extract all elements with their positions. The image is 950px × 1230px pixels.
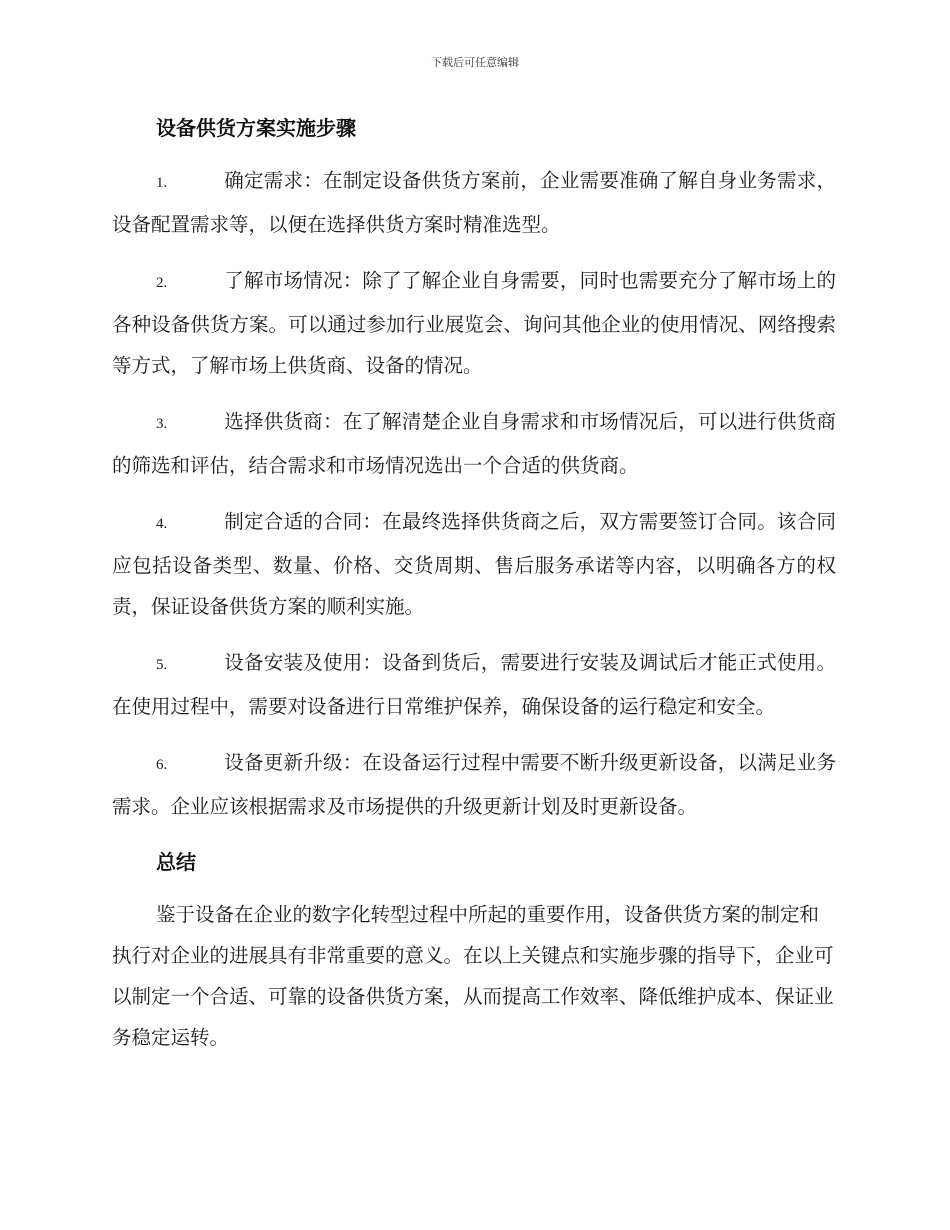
step-item: [112, 642, 836, 727]
step-item: [112, 401, 836, 486]
step-item: [112, 260, 836, 386]
document-body: [112, 108, 836, 1058]
section-title: 设备供货方案实施步骤: [156, 116, 356, 140]
step-number: 2.: [156, 275, 168, 291]
step-text: 设备更新升级：在设备运行过程中需要不断升级更新设备，以满足业务需求。企业应该根据需求及市场提供的升级更新计划及时更新设备。: [112, 751, 836, 818]
step-text: 选择供货商：在了解清楚企业自身需求和市场情况后，可以进行供货商的筛选和评估，结合需求和市场情况选出一个合适的供货商。: [112, 410, 836, 477]
step-number: 1.: [156, 175, 168, 191]
step-number: 5.: [156, 657, 168, 673]
summary-title: 总结: [156, 850, 196, 874]
step-text: 了解市场情况：除了了解企业自身需要，同时也需要充分了解市场上的各种设备供货方案。可以通过参加行业展览会、询问其他企业的使用情况、网络搜索等方式，了解市场上供货商、设备的情况。: [112, 269, 836, 377]
step-text: 确定需求：在制定设备供货方案前，企业需要准确了解自身业务需求，设备配置需求等，以便在选择供货方案时精准选型。: [112, 169, 836, 236]
step-text: 制定合适的合同：在最终选择供货商之后，双方需要签订合同。该合同应包括设备类型、数量、价格、交货周期、售后服务承诺等内容，以明确各方的权责，保证设备供货方案的顺利实施。: [112, 510, 836, 618]
step-item: [112, 160, 836, 245]
step-text: 设备安装及使用：设备到货后，需要进行安装及调试后才能正式使用。在使用过程中，需要对设备进行日常维护保养，确保设备的运行稳定和安全。: [112, 651, 836, 718]
step-number: 3.: [156, 416, 168, 432]
header-note: 下载后可任意编辑: [431, 56, 519, 69]
summary-text: 鉴于设备在企业的数字化转型过程中所起的重要作用，设备供货方案的制定和执行对企业的进展具有非常重要的意义。在以上关键点和实施步骤的指导下，企业可以制定一个合适、可靠的设备供货方案，从而提高工作效率、降低维护成本、保证业务稳定运转。: [112, 903, 834, 1049]
step-item: [112, 742, 836, 827]
step-number: 6.: [156, 757, 168, 773]
step-number: 4.: [156, 516, 168, 532]
step-item: [112, 501, 836, 627]
